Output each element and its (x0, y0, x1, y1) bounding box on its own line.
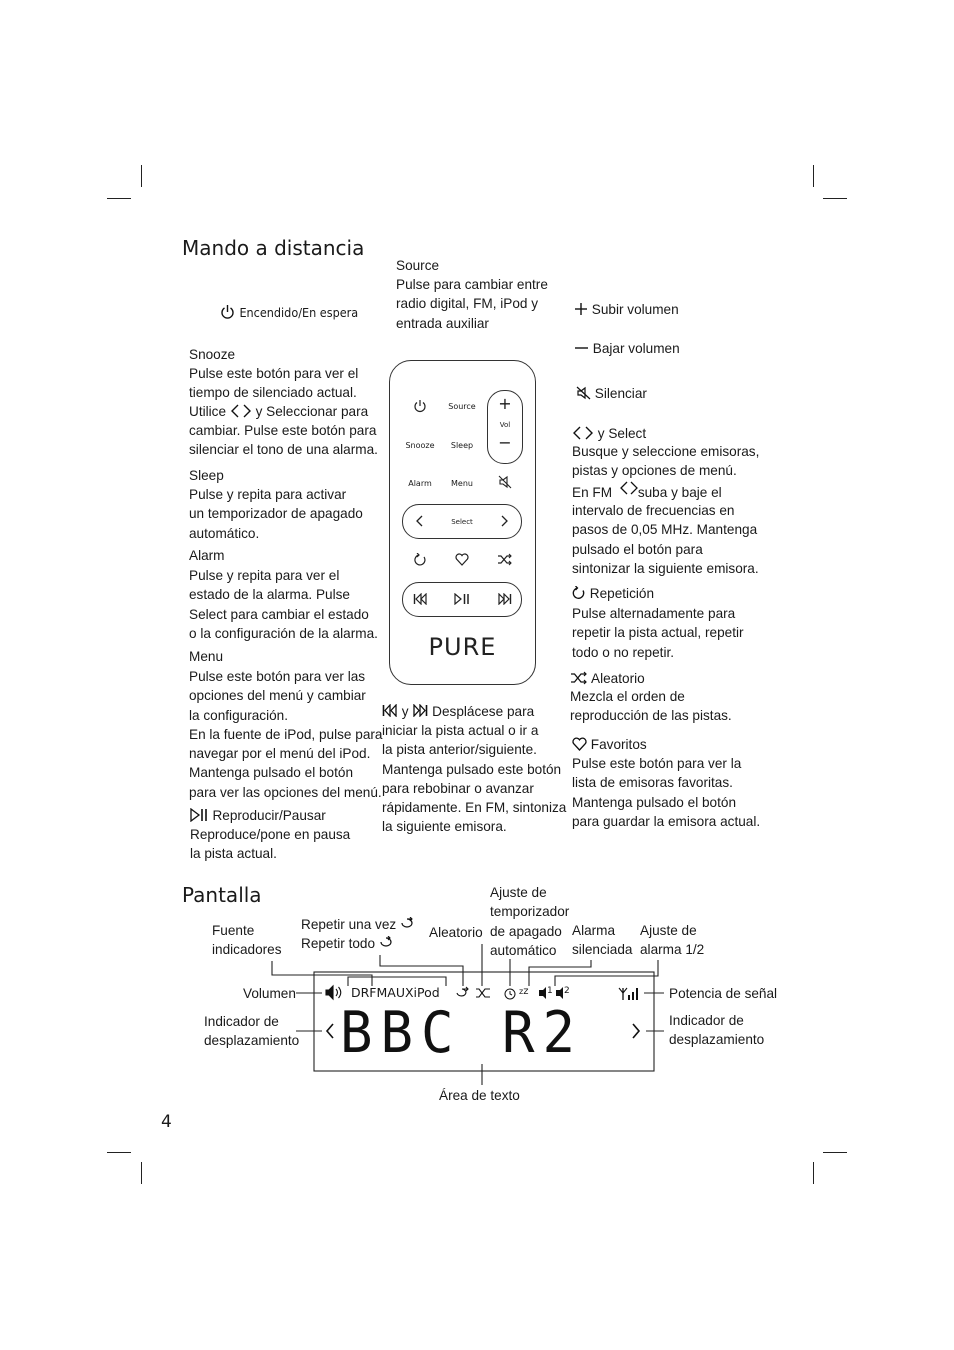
vol-label: Vol (499, 421, 511, 429)
source-title: Source (396, 258, 440, 273)
snooze-desc-3: cambiar. Pulse este botón para silenciar el tono de una alarma. (189, 423, 378, 458)
scroll-left-icon (327, 1024, 333, 1038)
label-desp-right: Indicador de desplazamiento (669, 1013, 765, 1048)
snooze-desc-2c: Seleccionar (266, 404, 338, 419)
power-label: Encendido/En espera (239, 305, 359, 320)
sleep-button[interactable]: Sleep (450, 441, 474, 450)
repeat-title: Repetición (589, 586, 655, 601)
section-title-display: Pantalla (182, 883, 262, 907)
sleep-title: Sleep (189, 468, 224, 483)
lcd-source-indicators: DRFMAUXiPod (351, 985, 440, 1000)
fav-desc: Pulse este botón para ver la lista de emisoras favoritas. Mantenga pulsado el botón para guardar la emisora actual. (572, 756, 761, 829)
vol-down-label: Bajar volumen (592, 341, 680, 356)
lcd-alarm-1: 1 (547, 986, 553, 996)
alarm-desc: Pulse y repita para ver el estado de la alarma. Pulse Select para cambiar el estado o la configuración de la alarma. (189, 568, 378, 641)
signal-icon (619, 988, 638, 1000)
label-volumen: Volumen (243, 986, 296, 1001)
select-button[interactable]: Select (451, 518, 473, 526)
label-repetir-una-text: Repetir una vez (301, 917, 397, 932)
source-desc: Pulse para cambiar entre radio digital, FM, iPod y entrada auxiliar (396, 277, 548, 331)
label-alarma-12: Ajuste de alarma 1/2 (640, 923, 705, 958)
alarm-title: Alarm (189, 548, 225, 563)
source-button[interactable]: Source (448, 402, 476, 411)
snooze-desc-2b: y (255, 404, 263, 419)
vol-minus-glyph: − (498, 433, 512, 452)
label-desp-left: Indicador de desplazamiento (204, 1014, 300, 1049)
snooze-button[interactable]: Snooze (405, 441, 435, 450)
fav-title: Favoritos (590, 737, 647, 752)
label-aleatorio: Aleatorio (429, 925, 483, 940)
label-fuente: Fuente indicadores (212, 923, 282, 958)
label-temporizador: Ajuste de temporizador de apagado automático (490, 885, 570, 958)
snooze-desc-2a: Utilice (189, 404, 227, 419)
shuffle-title: Aleatorio (591, 671, 645, 686)
label-alarma-silenciada: Alarma silenciada (572, 923, 633, 958)
menu-button[interactable]: Menu (451, 479, 473, 488)
snooze-title: Snooze (189, 347, 236, 362)
volume-icon (326, 986, 341, 999)
scroll-right-icon (633, 1024, 639, 1038)
skip-y: y (401, 704, 409, 719)
play-desc: Reproduce/pone en pausa la pista actual. (190, 827, 351, 862)
section-title-remote: Mando a distancia (182, 236, 365, 260)
select-desc-2: intervalo de frecuencias en pasos de 0,05 MHz. Mantenga pulsado el botón para sintonizar la siguiente emisora. (572, 503, 759, 576)
select-fm: En FM (572, 485, 613, 500)
shuffle-desc: Mezcla el orden de reproducción de las pistas. (570, 689, 732, 724)
vol-plus-glyph: + (498, 394, 512, 413)
vol-up-label: Subir volumen (591, 302, 679, 317)
play-title: Reproducir/Pausar (212, 808, 326, 823)
select-desc-1: Busque y seleccione emisoras, pistas y opciones de menú. (572, 444, 760, 479)
lcd-zz: zz (519, 986, 529, 997)
snooze-desc-2d: para (340, 404, 369, 419)
menu-desc: Pulse este botón para ver las opciones del menú y cambiar la configuración. En la fuente de iPod, pulse para navegar por el menú del iPod. Mantenga pulsado el botón para ver las opciones del menú. (189, 669, 383, 800)
page-number: 4 (161, 1112, 172, 1132)
sleep-desc: Pulse y repita para activar un temporizador de apagado automático. (189, 487, 363, 541)
label-potencia: Potencia de señal (669, 986, 778, 1001)
select-title: y Select (597, 426, 647, 441)
snooze-desc-1: Pulse este botón para ver el tiempo de silenciado actual. (189, 366, 359, 401)
label-repetir-todo-text: Repetir todo (301, 936, 376, 951)
lcd-alarm-2: 2 (564, 986, 570, 996)
repeat-desc: Pulse alternadamente para repetir la pista actual, repetir todo o no repetir. (572, 606, 744, 660)
brand-logo: PURE (428, 633, 497, 661)
skip-desc: iniciar la pista actual o ir a la pista anterior/siguiente. Mantenga pulsado este botón para rebobinar o avanzar rápidamente. En FM, sintoniza la siguiente emisora. (382, 723, 567, 835)
menu-title: Menu (189, 649, 224, 664)
mute-label: Silenciar (594, 386, 647, 401)
skip-desc-first: Desplácese para (432, 704, 535, 719)
select-fm-rest: suba y baje el (637, 485, 722, 500)
label-area-texto: Área de texto (439, 1088, 520, 1103)
alarm-button[interactable]: Alarm (408, 479, 432, 488)
lcd-main-text: BBC R2 (340, 999, 584, 1066)
